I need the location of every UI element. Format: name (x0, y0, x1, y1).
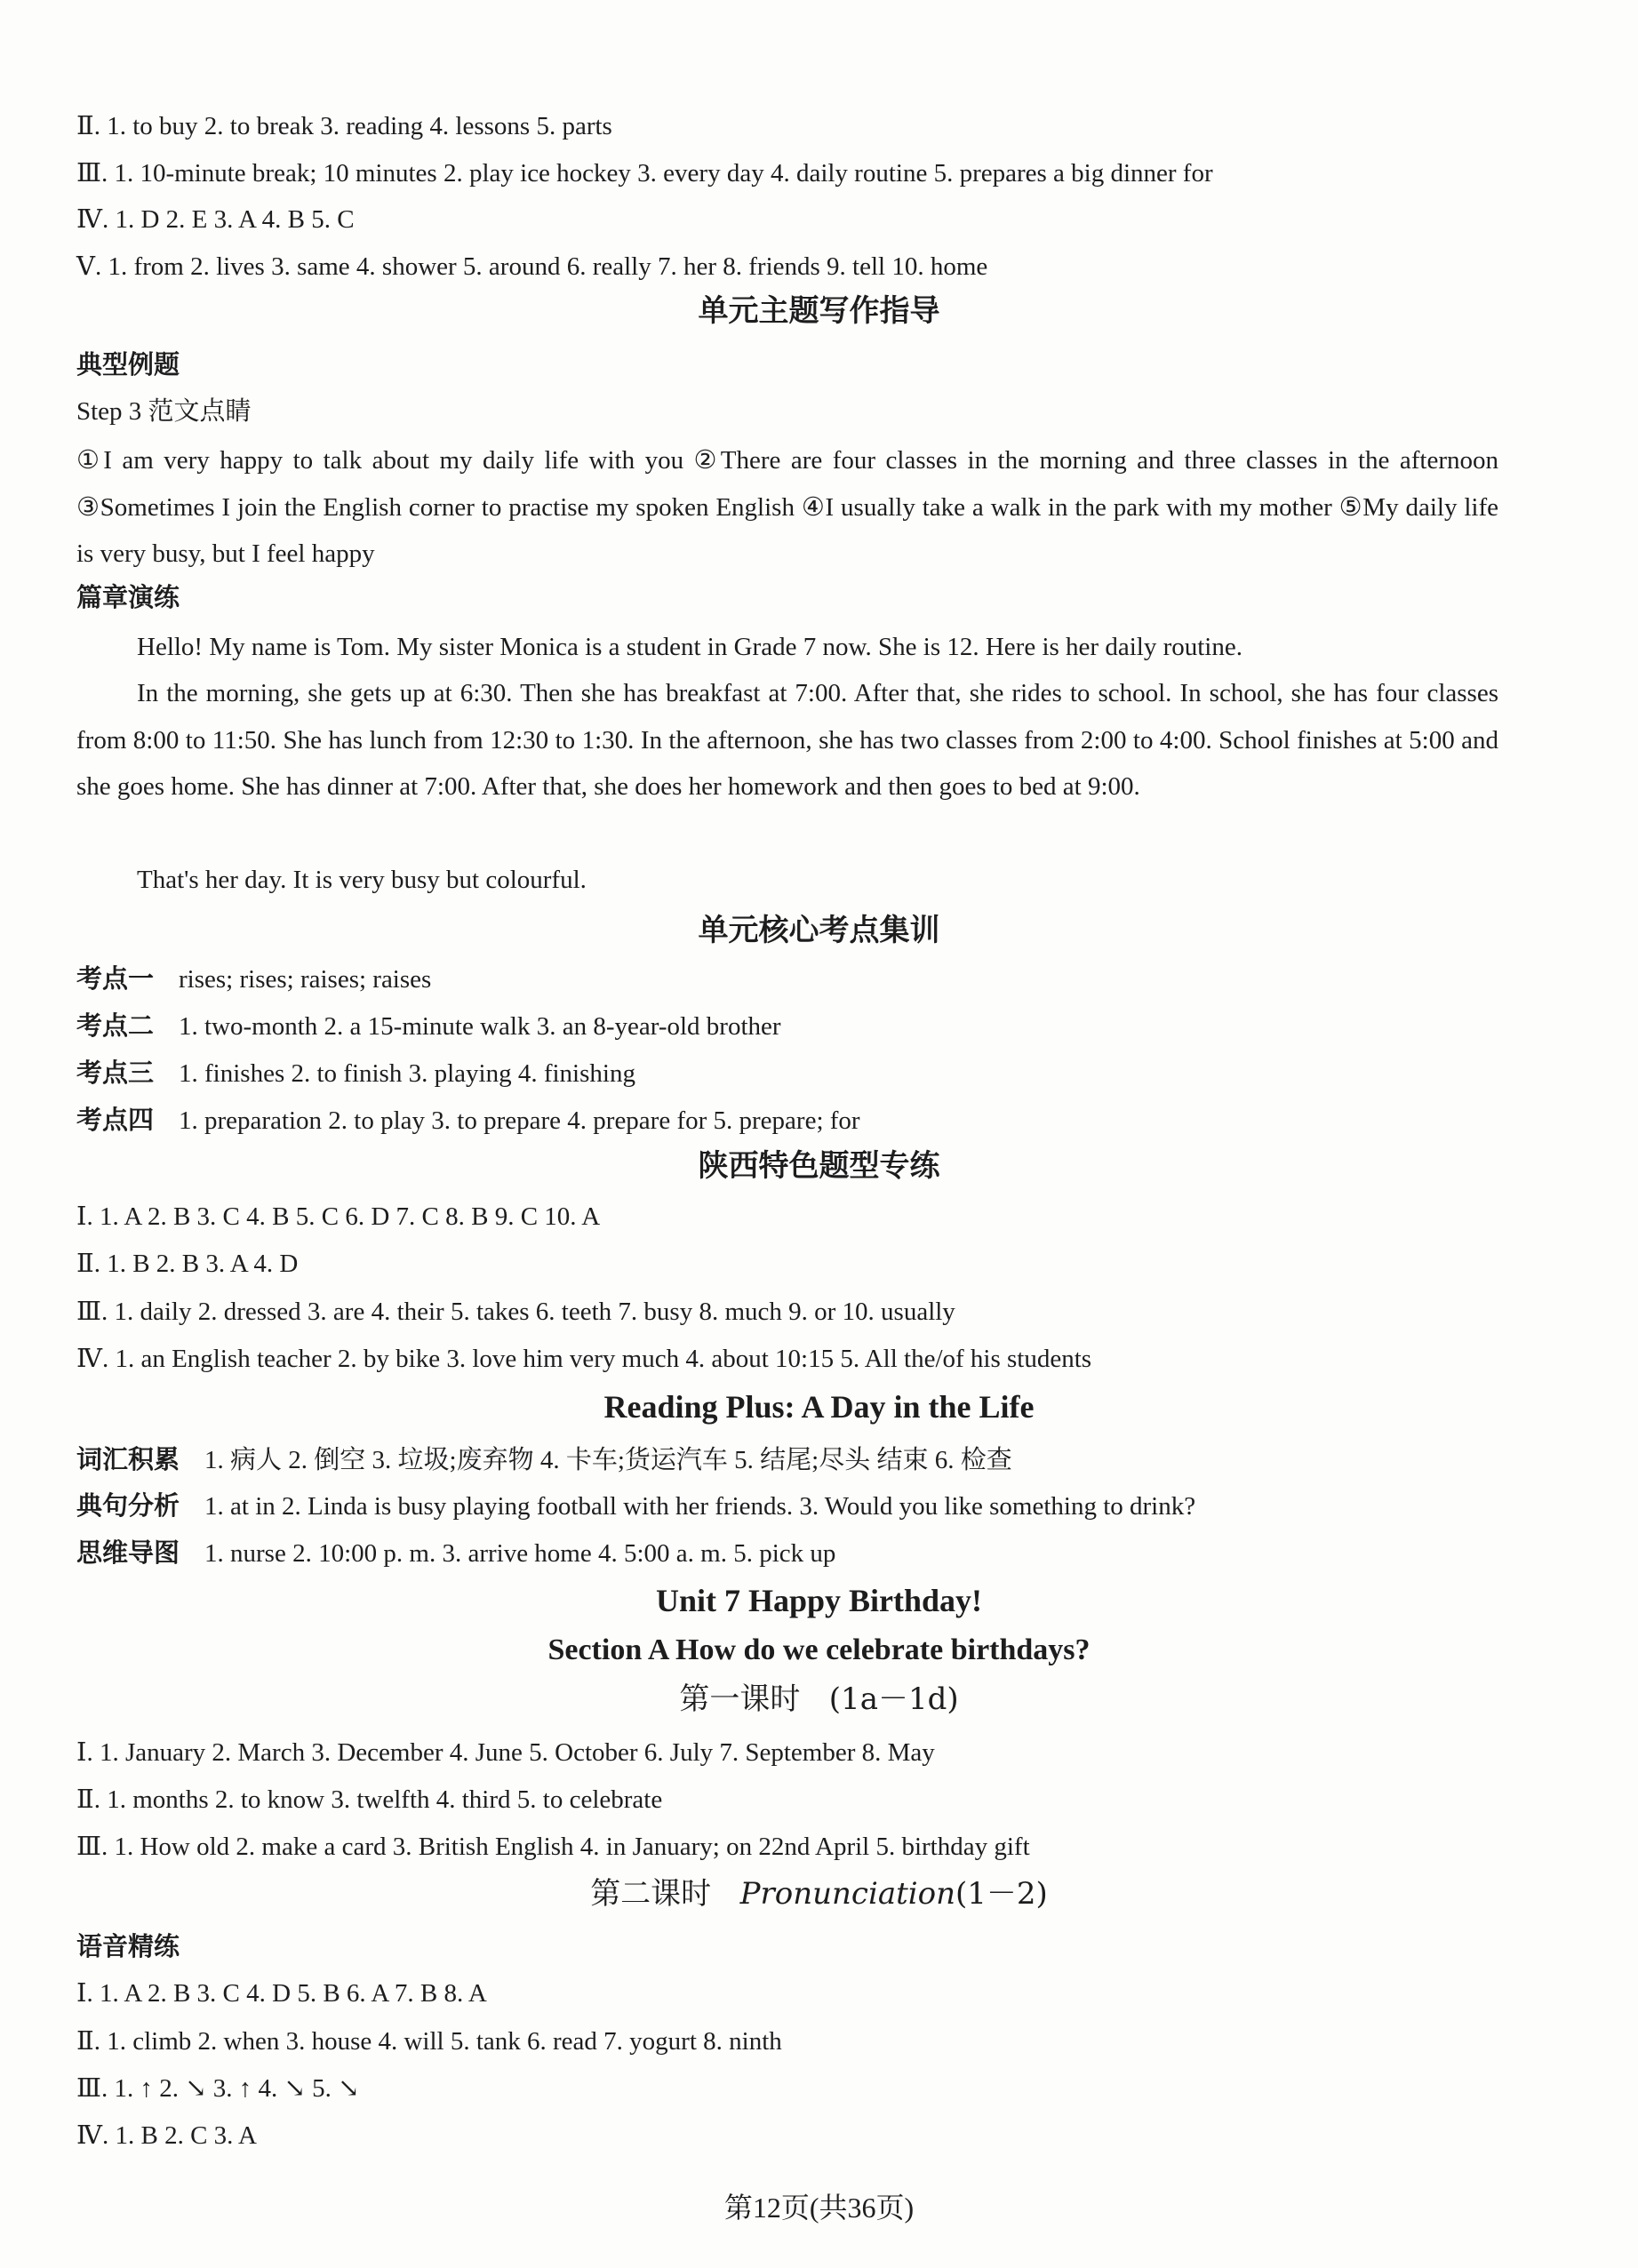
subheading-example: 典型例题 (76, 349, 180, 379)
step-label: Step 3 范文点睛 (76, 397, 252, 426)
lesson-prefix: 第二课时 (590, 1876, 712, 1912)
answer-row: Ⅳ. 1. D 2. E 3. A 4. B 5. C (76, 205, 355, 234)
section-heading-writing: 单元主题写作指导 (698, 293, 940, 329)
core-answer: 1. preparation 2. to play 3. to prepare 4. prepare for 5. prepare; for (179, 1106, 860, 1135)
subheading-practice: 篇章演练 (76, 582, 180, 612)
answer-row: Ⅳ. 1. an English teacher 2. by bike 3. love him very much 4. about 10:15 5. All the/of his students (76, 1345, 1092, 1373)
answer-row: Ⅱ. 1. B 2. B 3. A 4. D (76, 1250, 299, 1278)
lesson-prefix: 第一课时 (679, 1681, 801, 1717)
lesson-name: Pronunciation (739, 1876, 956, 1912)
answer-row: Ⅰ. 1. A 2. B 3. C 4. B 5. C 6. D 7. C 8. B 9. C 10. A (76, 1202, 601, 1231)
core-answer: 1. finishes 2. to finish 3. playing 4. finishing (179, 1059, 635, 1088)
essay-paragraph: That's her day. It is very busy but colourful. (137, 866, 587, 894)
core-row (76, 961, 1549, 997)
reading-row (76, 1441, 1549, 1478)
unit-title: Unit 7 Happy Birthday! (655, 1583, 983, 1618)
answer-row: Ⅲ. 1. 10-minute break; 10 minutes 2. play ice hockey 3. every day 4. daily routine 5. prepares a big dinner for (76, 159, 1213, 188)
answer-row: Ⅲ. 1. daily 2. dressed 3. are 4. their 5. takes 6. teeth 7. busy 8. much 9. or 10. usually (76, 1298, 955, 1326)
lesson-title (0, 1874, 1638, 1913)
lesson-range: (1a－1d) (828, 1681, 959, 1717)
core-row (76, 1102, 1549, 1138)
answer-row: Ⅱ. 1. months 2. to know 3. twelfth 4. third 5. to celebrate (76, 1785, 663, 1814)
reading-label: 典句分析 (76, 1490, 180, 1521)
reading-label: 思维导图 (76, 1537, 180, 1568)
core-answer: rises; rises; raises; raises (179, 965, 432, 994)
section-title: Section A How do we celebrate birthdays? (547, 1633, 1091, 1666)
answer-row: Ⅰ. 1. January 2. March 3. December 4. June 5. October 6. July 7. September 8. May (76, 1738, 935, 1767)
reading-label: 词汇积累 (76, 1444, 180, 1474)
lesson-range: (1－2) (955, 1876, 1048, 1912)
core-row (76, 1055, 1549, 1091)
subheading-phonetics: 语音精练 (76, 1931, 180, 1961)
sample-sentences: ①I am very happy to talk about my daily life with you ②There are four classes in the morning and three classes in the afternoon ③Sometimes I join the English corner to practise my spoken English ④I usually take a walk in the park with my mother ⑤My daily life is very busy, but I feel happy (76, 446, 1498, 568)
core-label: 考点二 (76, 1010, 155, 1041)
core-answer: 1. two-month 2. a 15-minute walk 3. an 8-year-old brother (179, 1012, 781, 1041)
core-label: 考点三 (76, 1058, 155, 1088)
section-heading-core: 单元核心考点集训 (698, 913, 940, 948)
answer-row: Ⅱ. 1. to buy 2. to break 3. reading 4. lessons 5. parts (76, 112, 612, 140)
reading-answer: 1. 病人 2. 倒空 3. 垃圾;废弃物 4. 卡车;货运汽车 5. 结尾;尽头 结束 6. 检查 (204, 1446, 1012, 1474)
reading-answer: 1. nurse 2. 10:00 p. m. 3. arrive home 4. 5:00 a. m. 5. pick up (204, 1539, 836, 1568)
reading-answer: 1. at in 2. Linda is busy playing football with her friends. 3. Would you like something to drink? (204, 1492, 1196, 1521)
core-row (76, 1008, 1549, 1044)
essay-paragraph: In the morning, she gets up at 6:30. Then she has breakfast at 7:00. After that, she rides to school. In school, she has four classes from 8:00 to 11:50. She has lunch from 12:30 to 1:30. In the afternoon, she has two classes from 2:00 to 4:00. School finishes at 5:00 and she goes home. She has dinner at 7:00. After that, she does her homework and then goes to bed at 9:00. (76, 679, 1498, 801)
core-label: 考点一 (76, 963, 155, 994)
lesson-title (0, 1680, 1638, 1719)
section-heading-reading: Reading Plus: A Day in the Life (603, 1389, 1035, 1425)
answer-row: Ⅲ. 1. How old 2. make a card 3. British English 4. in January; on 22nd April 5. birthday gift (76, 1833, 1030, 1861)
answer-row: Ⅴ. 1. from 2. lives 3. same 4. shower 5. around 6. really 7. her 8. friends 9. tell 10. home (76, 252, 988, 281)
reading-row (76, 1488, 1549, 1524)
page-number: 第12页(共36页) (723, 2192, 915, 2224)
answer-row: Ⅰ. 1. A 2. B 3. C 4. D 5. B 6. A 7. B 8. A (76, 1979, 487, 2008)
answer-row: Ⅲ. 1. ↑ 2. ↘ 3. ↑ 4. ↘ 5. ↘ (76, 2074, 360, 2103)
answer-row: Ⅳ. 1. B 2. C 3. A (76, 2121, 257, 2150)
section-heading-shaanxi: 陕西特色题型专练 (698, 1148, 940, 1184)
essay-paragraph: Hello! My name is Tom. My sister Monica is a student in Grade 7 now. She is 12. Here is her daily routine. (137, 633, 1242, 661)
answer-row: Ⅱ. 1. climb 2. when 3. house 4. will 5. tank 6. read 7. yogurt 8. ninth (76, 2027, 782, 2056)
core-label: 考点四 (76, 1105, 155, 1135)
reading-row (76, 1535, 1549, 1571)
